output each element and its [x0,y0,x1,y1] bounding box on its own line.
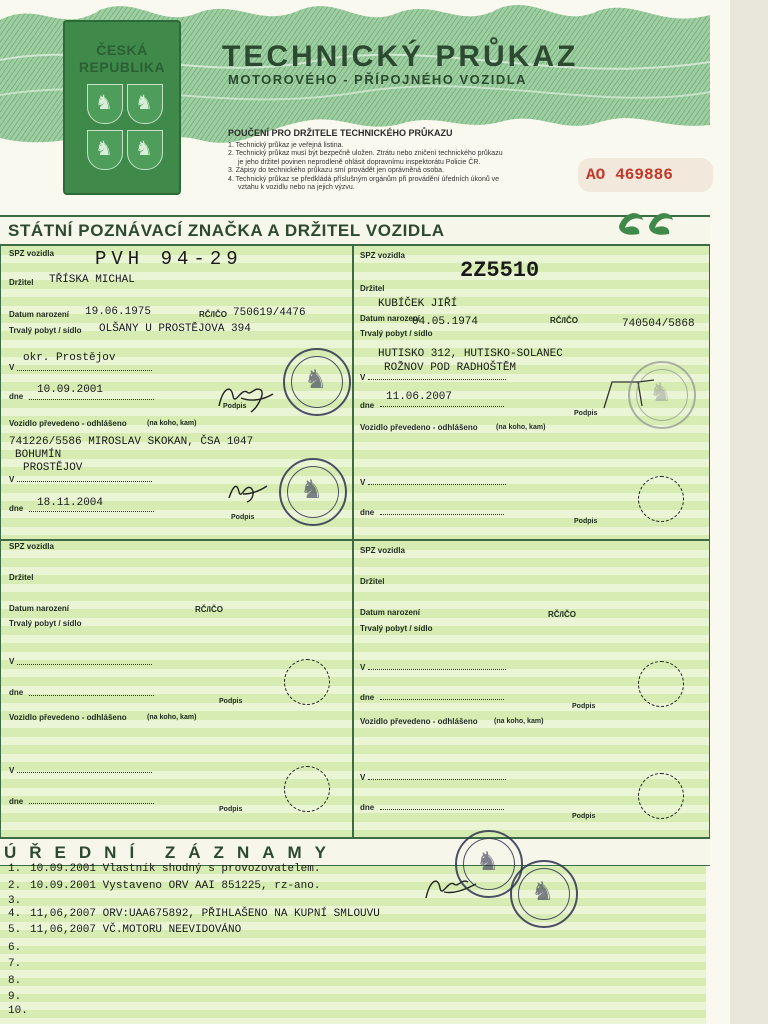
serial-series: AO [586,166,606,184]
place-label: V [9,363,15,372]
plate-number: PVH 94-29 [95,248,243,270]
holder-name: KUBÍČEK JIŘÍ [378,298,458,310]
record-row: 9. [8,991,22,1003]
signature-label: Podpis [219,806,243,813]
spz-label: SPZ vozidla [360,251,405,260]
eagle-icon [87,130,123,170]
place-label: V [360,373,366,382]
place-line [368,379,506,380]
residence-label: Trvalý pobyt / sídlo [9,619,82,628]
signature-label: Podpis [219,698,243,705]
place-line [368,669,506,670]
transfer-date-line [29,803,154,804]
notice-item: 1. Technický průkaz je veřejná listina. [228,142,344,149]
signature-label: Podpis [574,518,598,525]
residence-line-1: HUTISKO 312, HUTISKO-SOLANEC [378,348,563,360]
date-line [380,406,504,407]
official-stamp [628,361,696,429]
date-label: dne [9,688,24,697]
transfer-date-line [29,511,154,512]
signature-label: Podpis [572,703,596,710]
birth-label: Datum narození [9,604,70,613]
stamp-placeholder [638,773,684,819]
signature-mark [211,378,281,418]
stamp-placeholder [638,476,684,522]
spz-label: SPZ vozidla [360,546,405,555]
record-row: 4. 11,06,2007 ORV:UAA675892, PŘIHLAŠENO NA KUPNÍ SMLOUVU [8,908,380,920]
section-title: STÁTNÍ POZNÁVACÍ ZNAČKA A DRŽITEL VOZIDLA [8,221,445,240]
place-line [17,370,152,371]
date-label: dne [360,693,375,702]
record-row: 3. [8,895,22,907]
records-band [0,838,710,866]
section-band [0,215,710,245]
notice-item: 4. Technický průkaz se předkládá příslušným orgánům při provádění úředních úkonů ve [228,175,500,183]
notice-item: vztahu k vozidlu nebo na jejich výzvu. [238,184,355,192]
rc-label: RČ/IČO [548,610,576,619]
transfer-place-line [17,481,152,482]
date-value: 11.06.2007 [386,391,453,403]
transfer-label: Vozidlo převedeno - odhlášeno [360,423,478,432]
record-row: 5. 11,06,2007 VČ.MOTORU NEEVIDOVÁNO [8,924,242,936]
plate-number: 2Z5510 [460,258,540,283]
records-list [0,863,706,1024]
registration-box-2 [353,245,710,540]
transfer-label: Vozidlo převedeno - odhlášeno [9,713,127,722]
holder-label: Držitel [9,573,34,582]
stamp-placeholder [638,661,684,707]
transfer-label: Vozidlo převedeno - odhlášeno [360,717,478,726]
transfer-date: 18.11.2004 [37,497,104,509]
place-line [17,664,152,665]
records-title: ÚŘEDNÍ ZÁZNAMY [4,843,339,862]
rc-label: RČ/IČO [199,310,227,319]
transfer-date-label: dne [360,803,375,812]
notice-item: 3. Zápisy do technického průkazu smí provádět jen oprávněná osoba. [228,167,444,175]
document-title: TECHNICKÝ PRŮKAZ [222,40,579,73]
residence-label: Trvalý pobyt / sídlo [360,329,433,338]
birth-label: Datum narození [360,314,421,323]
stamp-placeholder [284,766,330,812]
signature-label: Podpis [572,813,596,820]
transfer-place-line [17,772,152,773]
transfer-date-label: dne [360,508,375,517]
registration-box-1 [0,245,353,540]
state-emblem [63,20,181,195]
birth-date: 19.06.1975 [85,306,152,318]
holder-label: Držitel [360,284,385,293]
transfer-place-label: V [360,773,366,782]
transfer-hint: (na koho, kam) [494,718,544,725]
rc-number: 750619/4476 [233,307,306,319]
transfer-place: PROSTĚJOV [23,462,83,474]
holder-label: Držitel [360,577,385,586]
signature-label: Podpis [231,514,255,521]
transfer-place-label: V [9,475,15,484]
date-label: dne [360,401,375,410]
official-stamp [283,348,351,416]
document-header [0,0,730,215]
ornament-icon [615,206,675,238]
date-line [29,399,154,400]
eagle-icon [127,84,163,124]
scan-background [730,0,768,1024]
notice-item: 2. Technický průkaz musí být bezpečně uložen. Ztrátu nebo zničení technického průkazu [228,150,503,158]
record-row: 6. [8,942,22,954]
holder-name: TŘÍSKA MICHAL [49,274,135,286]
residence-value: OLŠANY U PROSTĚJOVA 394 [99,323,251,335]
transfer-hint: (na koho, kam) [147,420,197,427]
rc-label: RČ/IČO [550,316,578,325]
registration-box-3 [0,540,353,838]
notice-list [228,142,588,192]
registration-box-4 [353,540,710,838]
place-value: okr. Prostějov [23,352,116,364]
signature-label: Podpis [574,410,598,417]
signature-label: Podpis [223,403,247,410]
document-subtitle: MOTOROVÉHO - PŘÍPOJNÉHO VOZIDLA [228,72,528,87]
transfer-place-line [368,484,506,485]
residence-label: Trvalý pobyt / sídlo [9,326,82,335]
birth-label: Datum narození [9,310,70,319]
record-row: 7. [8,958,22,970]
birth-label: Datum narození [360,608,421,617]
signature-mark [223,476,273,506]
stamp-placeholder [284,659,330,705]
transfer-line-1: 741226/5586 MIROSLAV SKOKAN, ČSA 1047 [9,436,254,448]
rc-number: 740504/5868 [622,318,695,330]
place-label: V [360,663,366,672]
birth-date: 04.05.1974 [412,316,479,328]
record-row: 10. [8,1005,28,1017]
rc-label: RČ/IČO [195,605,223,614]
emblem-title: ČESKÁ REPUBLIKA [78,42,166,75]
spz-label: SPZ vozidla [9,249,54,258]
residence-label: Trvalý pobyt / sídlo [360,624,433,633]
record-row: 8. [8,975,22,987]
transfer-date-line [380,514,504,515]
date-line [380,699,504,700]
date-label: dne [9,392,24,401]
date-value: 10.09.2001 [37,384,104,396]
transfer-label: Vozidlo převedeno - odhlášeno [9,419,127,428]
place-label: V [9,657,15,666]
transfer-place-line [368,779,506,780]
transfer-hint: (na koho, kam) [496,424,546,431]
official-stamp [510,860,578,928]
holder-label: Držitel [9,278,34,287]
notice-title: POUČENÍ PRO DRŽITELE TECHNICKÉHO PRŮKAZU [228,128,453,138]
serial-digits: 469886 [615,166,673,184]
official-stamp [279,458,347,526]
transfer-date-line [380,809,504,810]
transfer-line-2: BOHUMÍN [15,449,62,461]
residence-line-2: ROŽNOV POD RADHOŠTĚM [384,362,517,374]
transfer-place-label: V [9,766,15,775]
notice-item: je jeho držitel povinen neprodleně ohlásit dopravnímu inspektorátu Policie ČR. [238,158,481,166]
date-line [29,695,154,696]
serial-number [578,158,713,192]
spz-label: SPZ vozidla [9,542,54,551]
transfer-place-label: V [360,478,366,487]
transfer-date-label: dne [9,504,24,513]
transfer-hint: (na koho, kam) [147,714,197,721]
lion-icon [87,84,123,124]
lion-icon [127,130,163,170]
transfer-date-label: dne [9,797,24,806]
record-row: 1. 10.09.2001 Vlastník shodný s provozovatelem. [8,863,321,875]
record-row: 2. 10.09.2001 Vystaveno ORV AAI 851225, rz-ano. [8,880,321,892]
